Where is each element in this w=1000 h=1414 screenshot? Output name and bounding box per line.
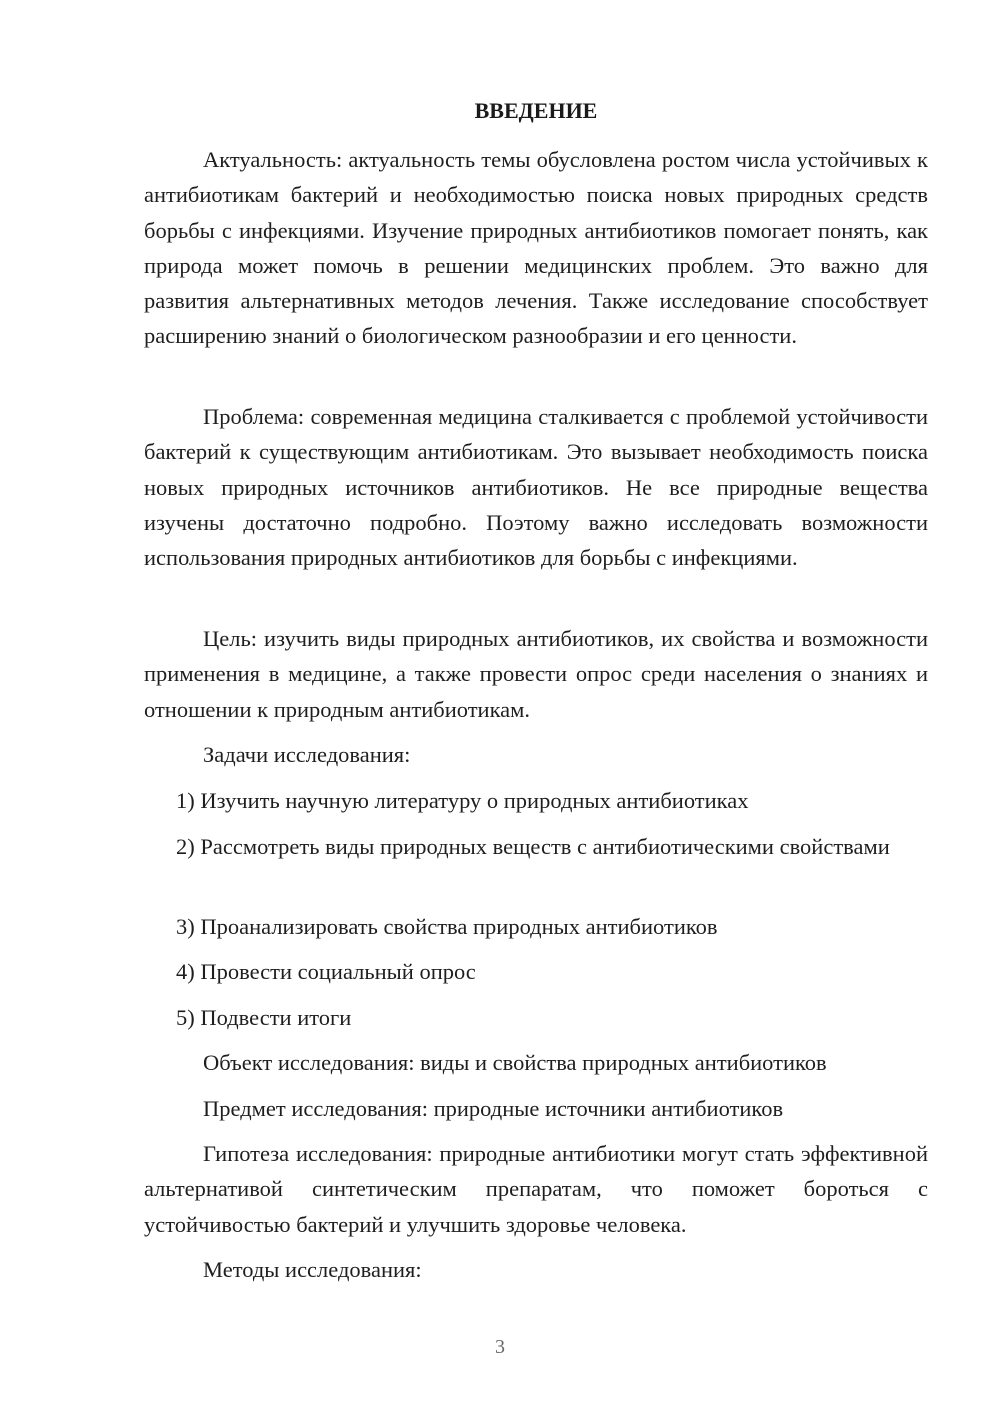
methods-heading: Методы исследования: — [203, 1257, 422, 1282]
page-title: ВВЕДЕНИЕ — [474, 98, 598, 123]
task-item: 3) Проанализировать свойства природных антибиотиков — [176, 914, 718, 939]
task-item: 5) Подвести итоги — [176, 1005, 352, 1030]
page-number: 3 — [495, 1336, 505, 1358]
task-item: 1) Изучить научную литературу о природных антибиотиках — [176, 788, 749, 813]
relevance-paragraph: Актуальность: актуальность темы обусловлена ростом числа устойчивых к антибиотикам бактерий и необходимостью поиска новых природных средств борьбы с инфекциями. Изучение природных антибиотиков помогает понять, как природа может помочь в решении медицинских проблем. Это важно для развития альтернативных методов лечения. Также исследование способствует расширению знаний о биологическом разнообразии и его ценности. — [144, 147, 928, 349]
task-item: 4) Провести социальный опрос — [176, 959, 476, 984]
problem-paragraph: Проблема: современная медицина сталкивается с проблемой устойчивости бактерий к существующим антибиотикам. Это вызывает необходимость поиска новых природных источников антибиотиков. Не все природные вещества изучены достаточно подробно. Поэтому важно исследовать возможности использования природных антибиотиков для борьбы с инфекциями. — [144, 404, 928, 571]
subject-paragraph: Предмет исследования: природные источники антибиотиков — [203, 1096, 784, 1121]
goal-paragraph: Цель: изучить виды природных антибиотиков, их свойства и возможности применения в медицине, а также провести опрос среди населения о знаниях и отношении к природным антибиотикам. — [144, 626, 928, 722]
tasks-heading: Задачи исследования: — [203, 742, 411, 767]
task-item: 2) Рассмотреть виды природных веществ с антибиотическими свойствами — [176, 834, 890, 859]
object-paragraph: Объект исследования: виды и свойства природных антибиотиков — [203, 1050, 827, 1075]
hypothesis-paragraph: Гипотеза исследования: природные антибиотики могут стать эффективной альтернативой синтетическим препаратам, что поможет бороться с устойчивостью бактерий и улучшить здоровье человека. — [144, 1141, 928, 1237]
